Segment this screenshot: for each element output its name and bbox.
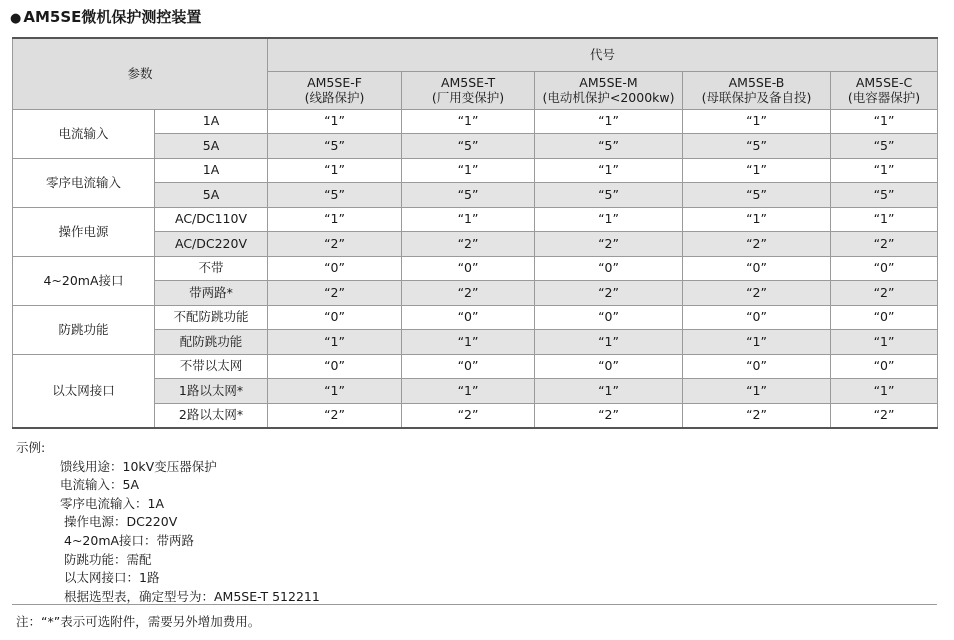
code-value: “0”: [831, 256, 938, 281]
example-heading: 示例:: [16, 440, 46, 455]
code-value: “1”: [535, 330, 683, 355]
code-value: “0”: [535, 354, 683, 379]
example-line: 电流输入：5A: [60, 477, 140, 493]
code-value: “2”: [683, 232, 831, 257]
example-section: [16, 439, 320, 606]
table-row: [13, 158, 938, 183]
model-desc: (电动机保护<2000kw): [542, 90, 675, 105]
model-header: [683, 71, 831, 109]
model-header: [535, 71, 683, 109]
code-value: “0”: [268, 354, 402, 379]
code-value: “1”: [268, 207, 402, 232]
code-value: “0”: [535, 256, 683, 281]
code-value: “2”: [683, 403, 831, 428]
example-line: 防跳功能：需配: [64, 551, 152, 567]
code-value: “2”: [683, 281, 831, 306]
code-value: “5”: [831, 134, 938, 159]
code-value: “2”: [268, 281, 402, 306]
code-value: “5”: [268, 183, 402, 208]
code-value: “5”: [831, 183, 938, 208]
model-header: [402, 71, 535, 109]
param-option: 带两路*: [155, 281, 268, 306]
param-option: 5A: [155, 183, 268, 208]
model-desc: (厂用变保护): [431, 90, 505, 105]
code-value: “1”: [831, 109, 938, 134]
code-value: “0”: [683, 305, 831, 330]
param-group-label: 零序电流输入: [13, 158, 155, 207]
param-option: 1A: [155, 109, 268, 134]
code-value: “2”: [268, 403, 402, 428]
code-value: “2”: [535, 403, 683, 428]
code-value: “1”: [683, 207, 831, 232]
code-value: “1”: [402, 207, 535, 232]
param-option: 配防跳功能: [155, 330, 268, 355]
param-option: 1A: [155, 158, 268, 183]
param-option: 1路以太网*: [155, 379, 268, 404]
table-row: [13, 354, 938, 379]
code-value: “2”: [831, 403, 938, 428]
code-value: “0”: [831, 305, 938, 330]
model-name: AM5SE-B: [728, 75, 785, 90]
code-value: “1”: [683, 379, 831, 404]
code-value: “2”: [831, 232, 938, 257]
param-option: 不配防跳功能: [155, 305, 268, 330]
code-value: “1”: [683, 158, 831, 183]
model-desc: (母联保护及备自投): [701, 90, 812, 105]
model-desc: (电容器保护): [847, 90, 921, 105]
code-value: “1”: [535, 207, 683, 232]
divider: [12, 604, 937, 605]
code-value: “5”: [535, 134, 683, 159]
code-value: “0”: [402, 305, 535, 330]
param-option: 2路以太网*: [155, 403, 268, 428]
model-selection-table: [12, 37, 938, 429]
code-value: “5”: [402, 183, 535, 208]
code-value: “1”: [268, 158, 402, 183]
example-line: 根据选型表，确定型号为：AM5SE-T 512211: [64, 588, 320, 604]
code-value: “1”: [831, 330, 938, 355]
code-value: “5”: [535, 183, 683, 208]
example-line: 馈线用途：10kV变压器保护: [60, 458, 217, 474]
code-value: “1”: [268, 109, 402, 134]
code-value: “2”: [535, 232, 683, 257]
code-header: 代号: [268, 38, 938, 71]
table-row: [13, 207, 938, 232]
code-value: “5”: [402, 134, 535, 159]
table-row: [13, 109, 938, 134]
table-row: [13, 256, 938, 281]
model-name: AM5SE-C: [855, 75, 913, 90]
code-value: “5”: [268, 134, 402, 159]
code-value: “5”: [683, 134, 831, 159]
example-line: 零序电流输入：1A: [60, 495, 165, 511]
code-value: “0”: [402, 256, 535, 281]
model-desc: (线路保护): [304, 90, 365, 105]
code-value: “1”: [402, 158, 535, 183]
param-option: 不带以太网: [155, 354, 268, 379]
model-name: AM5SE-M: [579, 75, 638, 90]
code-value: “1”: [268, 330, 402, 355]
param-group-label: 以太网接口: [13, 354, 155, 428]
code-value: “0”: [683, 256, 831, 281]
model-header: [831, 71, 938, 109]
model-header: [268, 71, 402, 109]
param-option: AC/DC220V: [155, 232, 268, 257]
param-option: 不带: [155, 256, 268, 281]
param-header: 参数: [13, 38, 268, 109]
param-group-label: 防跳功能: [13, 305, 155, 354]
param-group-label: 电流输入: [13, 109, 155, 158]
footnote: 注：“*”表示可选附件，需要另外增加费用。: [16, 614, 261, 629]
code-value: “1”: [268, 379, 402, 404]
title-text: AM5SE微机保护测控装置: [23, 8, 202, 26]
param-option: AC/DC110V: [155, 207, 268, 232]
code-value: “5”: [683, 183, 831, 208]
code-value: “1”: [683, 109, 831, 134]
code-value: “1”: [831, 207, 938, 232]
param-group-label: 操作电源: [13, 207, 155, 256]
example-line: 以太网接口：1路: [64, 570, 160, 586]
param-group-label: 4~20mA接口: [13, 256, 155, 305]
model-name: AM5SE-T: [440, 75, 496, 90]
model-name: AM5SE-F: [307, 75, 362, 90]
code-value: “0”: [268, 305, 402, 330]
code-value: “2”: [831, 281, 938, 306]
code-value: “1”: [535, 109, 683, 134]
code-value: “0”: [831, 354, 938, 379]
code-value: “1”: [683, 330, 831, 355]
code-value: “2”: [402, 281, 535, 306]
code-value: “0”: [402, 354, 535, 379]
code-value: “1”: [535, 158, 683, 183]
example-line: 4~20mA接口：带两路: [64, 532, 195, 548]
page-title: [10, 6, 201, 27]
code-value: “2”: [402, 232, 535, 257]
code-value: “1”: [831, 379, 938, 404]
code-value: “1”: [402, 109, 535, 134]
code-value: “1”: [402, 379, 535, 404]
code-value: “0”: [268, 256, 402, 281]
code-value: “1”: [535, 379, 683, 404]
code-value: “0”: [683, 354, 831, 379]
code-value: “2”: [268, 232, 402, 257]
code-value: “0”: [535, 305, 683, 330]
code-value: “1”: [831, 158, 938, 183]
code-value: “2”: [535, 281, 683, 306]
bullet-icon: ●: [10, 11, 22, 26]
example-line: 操作电源：DC220V: [64, 514, 178, 530]
code-value: “1”: [402, 330, 535, 355]
param-option: 5A: [155, 134, 268, 159]
table-row: [13, 305, 938, 330]
code-value: “2”: [402, 403, 535, 428]
